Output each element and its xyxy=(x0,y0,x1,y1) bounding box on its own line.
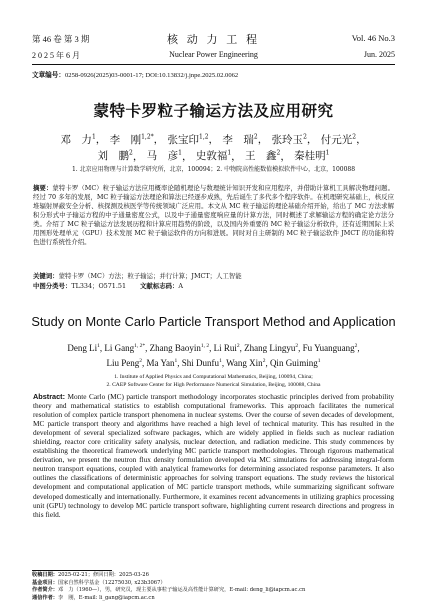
author-cn: 马 彦$^1$ xyxy=(146,149,182,162)
classification-cn xyxy=(33,282,394,291)
author-cn: 王 鑫$^2$ xyxy=(245,149,281,162)
footnotes xyxy=(32,572,397,602)
corresponding-author: 通信作者：李 刚，E-mail: li_gang@iapcm.ac.cn xyxy=(32,594,155,601)
author-cn: 史敦福$^1$ xyxy=(195,149,232,162)
abstract-en-text: Monte Carlo (MC) particle transport methodology incorporates stochastic principles derived from probability theory and mathematical statistics to establish computational frameworks. This approach facilitates the numerical resolution of complex particle transport phenomena in nuclear systems. Over the course of seven decades of development, MC particle transport theory and algorithms have reached a high level of technical maturity. This has resulted in the development of several specialized software packages, which are widely applied in fields such as nuclear radiation shielding, reactor core criticality safety analysis, nuclear detection, and radiation medicine. This study commences by establishing the theoretical framework underlying MC particle transport methodologies. Through rigorous mathematical derivation, we present the neutron flux density formulation developed via MC simulations for addressing integral-form neutron transport equations, coupled with analytical frameworks for determining associated response parameters. It also outlines the classifications of deterministic approaches for solving transport equations. The study reviews the historical development and computational application of MC particle transport methods, while summarizing significant software developed domestically and internationally. Furthermore, it examines recent advancements in utilizing graphics processing unit (GPU) technology to develop MC particle transport software, highlighting current research directions and progress in this field. xyxy=(33,392,394,519)
author-bio: 作者简介：邓 力（1960—），男，研究员，现主要从事粒子输运及高性能计算研究，E-mail: deng_li@iapcm.ac.cn xyxy=(32,587,306,594)
article-number xyxy=(32,69,402,79)
author-en: Qin Guiming$^1$ xyxy=(269,357,321,368)
running-header-top xyxy=(32,33,395,47)
author-en: Wang Xin$^2$ xyxy=(226,357,266,368)
date-en: Jun. 2025 xyxy=(363,50,395,59)
keywords-cn-label: 关键词： xyxy=(33,272,59,280)
doc-code-label: 文献标志码： xyxy=(140,282,179,290)
author-cn: 邓 力$^1$ xyxy=(60,133,96,146)
authors-en: Deng Li$^1$, Li Gang$^{1, 2*}$, Zhang Baoyin$^{1, 2}$, Li Rui$^2$, Zhang Lingyu$^2$, Fu Yuanguang$^2$, Liu Peng$^2$, Ma Yan$^1$, Shi Dunfu$^1$, Wang Xin$^2$, Qin Guiming$^1$ xyxy=(67,343,360,368)
article-number-value: 0258-0926(2025)03-0001-17; DOI:10.13832/j.jnpe.2025.02.0062 xyxy=(64,72,239,79)
author-en: Shi Dunfu$^1$ xyxy=(181,357,222,368)
abstract-cn-label: 摘要： xyxy=(33,184,53,192)
abstract-en xyxy=(33,392,394,519)
author-cn: 付元光$^2$ xyxy=(320,133,357,146)
author-en: Deng Li$^1$ xyxy=(67,343,100,353)
title-en: Study on Monte Carlo Particle Transport Method and Application xyxy=(31,314,396,329)
author-cn: 张宝印$^{1,2}$ xyxy=(167,133,209,146)
abstract-en-label: Abstract: xyxy=(33,392,66,401)
author-en: Zhang Lingyu$^2$ xyxy=(244,343,299,353)
received-date: 收稿日期：2025-02-21；修回日期：2025-03-26 xyxy=(32,572,149,578)
date-cn: 2 0 2 5 年 6 月 xyxy=(32,51,80,60)
author-cn: 李 刚$^{1,2*}$ xyxy=(109,133,154,146)
author-en: Fu Yuanguang$^2$ xyxy=(302,343,358,353)
author-en: Ma Yan$^1$ xyxy=(146,357,178,368)
fund-project: 基金项目：国家自然科学基金（12275030, x23b3067） xyxy=(32,579,166,586)
affiliation-en-2: 2. CAEP Software Center for High Performance Numerical Simulation, Beijing, 100088, China xyxy=(106,381,321,388)
author-cn: 李 瑞$^2$ xyxy=(222,133,258,146)
journal-name-en: Nuclear Power Engineering xyxy=(169,50,258,59)
abstract-cn-text: 蒙特卡罗（MC）粒子输运方法应用概率论随机理论与数理统计知识开发和应用程序，并借助计算机工具解决物理问题。经过 70 多年的发展，MC 粒子输运方法理论和算法已经逐步成熟，先后诞生了多代多个程序软件。在机理研究基础上，核反应堆辐射屏蔽安全分析、核探测及核医学等传统领域广泛应用。本文从 MC 粒子输运的理论基础介绍开始，给出了 MC 方法求解积分形式中子输运方程的中子通量密度公式，以及中子通量密度响应量的计算方法，同时概述了求解输运方程的确定论方法分类。介绍了 MC 粒子输运方法发展历程和计算应用趋势的阶段，以及国内外重要的 MC 粒子输运分析软件，还有近期国际上采用图形处理单元（GPU）技术发展 MC 粒子输运软件的方向和进展。同时对自主研制的 MC 粒子输运软件 JMCT 的功能和特色进行系统性介绍。 xyxy=(33,184,394,246)
author-cn: 张玲玉$^2$ xyxy=(271,133,307,146)
author-en: Liu Peng$^2$ xyxy=(106,357,143,368)
affiliation-en-1: 1. Institute of Applied Physics and Computational Mathematics, Beijing, 100094, China; xyxy=(114,374,313,380)
author-en: Li Rui$^2$ xyxy=(213,343,240,353)
journal-name-cn: 核 动 力 工 程 xyxy=(167,34,260,46)
author-cn: 秦桂明$^1$ xyxy=(294,149,330,162)
header-rule xyxy=(32,64,395,65)
abstract-cn xyxy=(33,184,394,247)
keywords-cn xyxy=(33,272,394,281)
clc-value: TL334；O571.51 xyxy=(71,282,127,290)
volume-issue-cn: 第 46 卷 第 3 期 xyxy=(32,34,90,44)
footnote-rule xyxy=(32,570,112,571)
author-en: Zhang Baoyin$^{1, 2}$ xyxy=(149,343,210,353)
author-cn: 刘 鹏$^2$ xyxy=(97,149,133,162)
keywords-cn-text: 蒙特卡罗（MC）方法；粒子输运；并行计算；JMCT；人工智能 xyxy=(58,272,242,280)
article-number-label: 文章编号： xyxy=(32,71,65,79)
volume-issue-en: Vol. 46 No.3 xyxy=(351,33,395,43)
author-en: Li Gang$^{1, 2*}$ xyxy=(104,343,146,353)
title-cn: 蒙特卡罗粒子输运方法及应用研究 xyxy=(93,102,334,120)
clc-label: 中图分类号： xyxy=(33,282,72,290)
authors-cn: 邓 力$^1$， 李 刚$^{1,2*}$， 张宝印$^{1,2}$， 李 瑞$^2$， 张玲玉$^2$， 付元光$^2$， 刘 鹏$^2$， 马 彦$^1$， 史敦福$^1$， 王 鑫$^2$， 秦桂明$^1$ xyxy=(60,133,367,162)
doc-code-value: A xyxy=(178,282,184,290)
affiliations-en xyxy=(30,374,397,389)
affiliations-cn: 1. 北京应用物理与计算数学研究所，北京，100094；2. 中物院高性能数值模拟软件中心，北京，100088 xyxy=(71,166,356,173)
running-header-bottom xyxy=(32,50,395,62)
